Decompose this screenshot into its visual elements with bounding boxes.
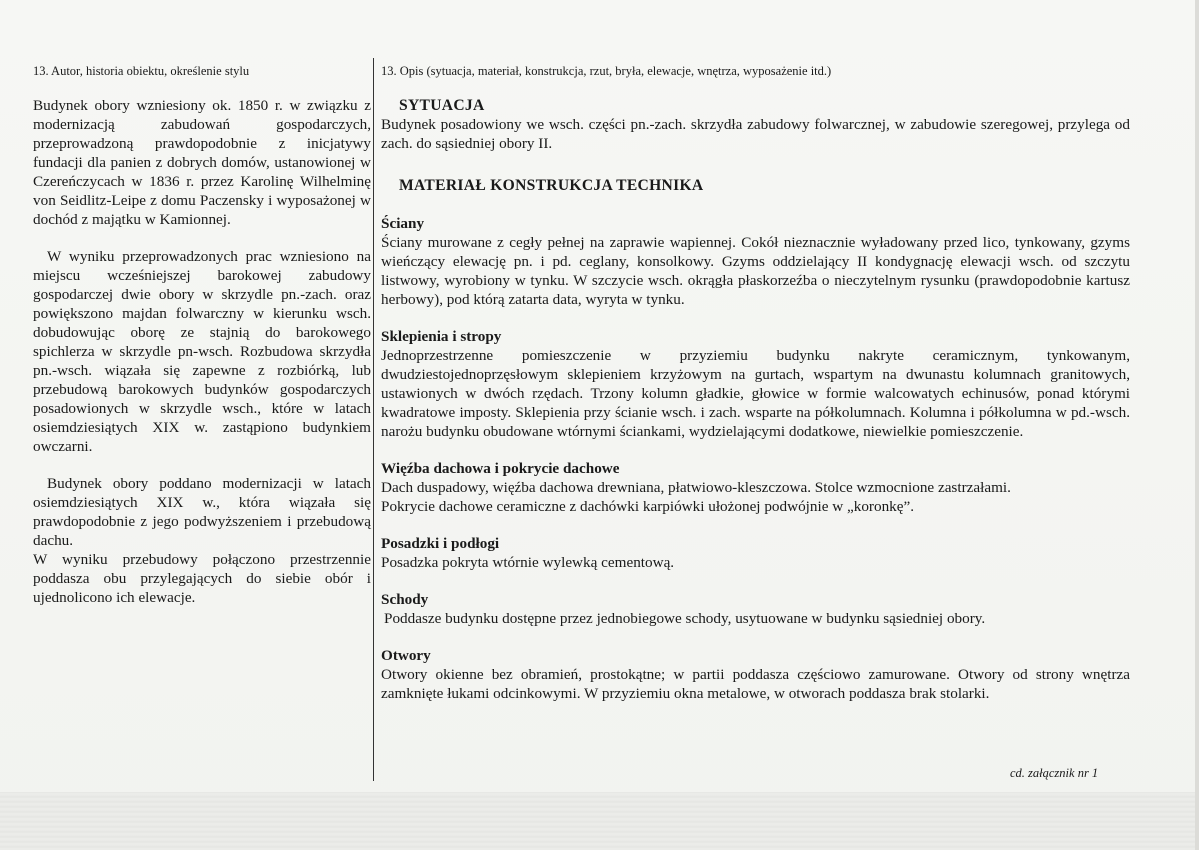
material-heading: MATERIAŁ KONSTRUKCJA TECHNIKA: [399, 177, 704, 194]
section-title-wiezba: Więźba dachowa i pokrycie dachowe: [381, 460, 620, 477]
right-column-header: 13. Opis (sytuacja, materiał, konstrukcja, rzut, bryła, elewacje, wnętrza, wyposażenie itd.): [381, 64, 832, 78]
section-text-sklepienia: Jednoprzestrzenne pomieszczenie w przyziemiu budynku nakryte ceramicznym, tynkowanym, dwudziestojednoprzęsłowym sklepieniem krzyżowym na gurtach, wspartym na dwunastu kolumnach granitowych, ustawionych w dwóch rzędach. Trzony kolumn gładkie, głowice w formie walcowatych echinusów, ponad którymi kwadratowe imposty. Sklepienia przy ścianie wsch. i zach. wsparte na półkolumnach. Kolumna i półkolumna w pd.-wsch. narożu budynku obudowane wtórnymi ściankami, wydzielającymi dodatkowe, niewielkie pomieszczenie.: [381, 347, 1130, 440]
history-paragraph-4: W wyniku przebudowy połączono przestrzennie poddasza obu przylegających do siebie obór i ujednolicono ich elewacje.: [33, 551, 371, 606]
column-divider: [373, 58, 374, 781]
section-title-schody: Schody: [381, 591, 429, 608]
continuation-note: cd. załącznik nr 1: [1010, 766, 1099, 780]
section-text-otwory: Otwory okienne bez obramień, prostokątne; w partii poddasza częściowo zamurowane. Otwory od strony wnętrza zamknięte łukami odcinkowymi. W przyziemiu okna metalowe, w otworach poddasza brak stolarki.: [381, 666, 1130, 702]
left-column-header: 13. Autor, historia obiektu, określenie stylu: [33, 64, 250, 78]
section-text-wiezba-2: Pokrycie dachowe ceramiczne z dachówki karpiówki ułożonej podwójnie w „koronkę”.: [381, 498, 915, 515]
section-text-schody: Poddasze budynku dostępne przez jednobiegowe schody, usytuowane w budynku sąsiedniej obory.: [384, 610, 986, 627]
section-text-sciany: Ściany murowane z cegły pełnej na zaprawie wapiennej. Cokół nieznacznie wyładowany przed lico, tynkowany, gzyms wieńczący elewację pn. i pd. ceglany, konsolkowy. Gzyms oddzielający II kondygnację elewacji wsch. od szczytu listwowy, wyrobiony w tynku. W szczycie wsch. okrągła płaskorzeźba o nieczytelnym rysunku (prawdopodobnie kartusz herbowy), pod którą zatarta data, wyryta w tynku.: [381, 234, 1130, 308]
description-column: [381, 96, 1130, 703]
history-column: [33, 96, 371, 607]
section-title-sklepienia: Sklepienia i stropy: [381, 328, 502, 345]
sytuacja-text: Budynek posadowiony we wsch. części pn.-zach. skrzydła zabudowy folwarcznej, w zabudowie szeregowej, przylega od zach. do sąsiedniej obory II.: [381, 116, 1130, 152]
sytuacja-heading: SYTUACJA: [399, 97, 485, 114]
scan-bottom-band: [0, 792, 1199, 850]
section-title-sciany: Ściany: [381, 215, 425, 232]
history-paragraph-1: Budynek obory wzniesiony ok. 1850 r. w związku z modernizacją zabudowań gospodarczych, przeprowadzoną prawdopodobnie z inicjatywy fundacji dla panien z dobrych domów, ustanowionej w Czereńczycach w 1836 r. przez Karolinę Wilhelminę von Seidlitz-Leipe z domu Paczensky i wyposażonej w dochód z majątku w Kamionnej.: [33, 97, 371, 228]
section-text-wiezba-1: Dach duspadowy, więźba dachowa drewniana, płatwiowo-kleszczowa. Stolce wzmocnione zastrzałami.: [381, 479, 1011, 496]
scan-right-edge: [1195, 0, 1199, 850]
section-title-otwory: Otwory: [381, 647, 431, 664]
history-paragraph-2: W wyniku przeprowadzonych prac wzniesiono na miejscu wcześniejszej barokowej zabudowy gospodarczej dwie obory w skrzydle pn.-zach. oraz powiększono majdan folwarczny w kierunku wsch. dobudowując oborę ze stajnią do barokowego spichlerza w skrzydle pn-wsch. Rozbudowa skrzydła pn.-wsch. wiązała się zapewne z rozbiórką, lub przebudową barokowych budynków gospodarczych posadowionych w skrzydle wsch., które w latach osiemdziesiątych XIX w. zastąpiono budynkiem owczarni.: [33, 248, 371, 455]
section-title-posadzki: Posadzki i podłogi: [381, 535, 500, 552]
history-paragraph-3: Budynek obory poddano modernizacji w latach osiemdziesiątych XIX w., która wiązała się prawdopodobnie z jego podwyższeniem i przebudową dachu.: [33, 475, 371, 549]
section-text-posadzki: Posadzka pokryta wtórnie wylewką cementową.: [381, 554, 675, 571]
